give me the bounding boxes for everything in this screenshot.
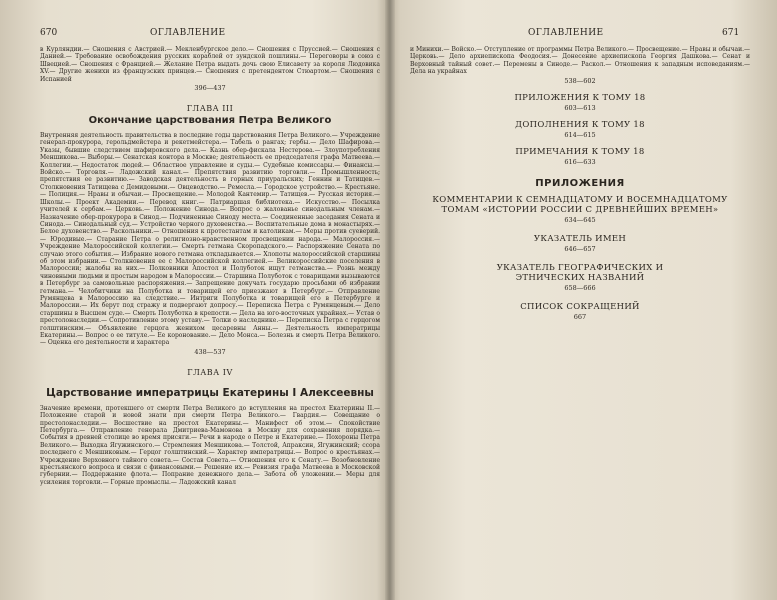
chapter3-title: Окончание царствования Петра Великого: [88, 115, 332, 127]
chapter4-label: ГЛАВА IV: [187, 367, 233, 377]
abbr-label: СПИСОК СОКРАЩЕНИЙ: [520, 301, 640, 312]
geo-label: УКАЗАТЕЛЬ ГЕОГРАФИЧЕСКИХ И ЭТНИЧЕСКИХ НАЗВАНИЙ: [496, 262, 664, 283]
additions-range: 614—615: [564, 130, 596, 139]
left-page: [40, 46, 380, 486]
commentary-range: 634—645: [564, 215, 596, 224]
right-block1-text: и Минихи.— Войско.— Отступление от программы Петра Великого.— Просвещение.— Нравы и обычаи.— Церковь.— Дело архиепископа Феодосия.— Донесение архиепископа Георгия Дашкова.— Сенат и Верховный тайный совет.— Перемены в Синоде.— Раскол.— Отношения к западным исповеданиям.— Дела на украйнах: [410, 46, 750, 76]
chapter3-range: 438—537: [194, 347, 226, 356]
chapter3-label: ГЛАВА III: [186, 104, 234, 114]
appendix-label: ПРИЛОЖЕНИЯ К ТОМУ 18: [514, 92, 646, 103]
right-block1-range: 538—602: [564, 76, 596, 85]
names-range: 646—657: [564, 244, 596, 253]
notes-range: 616—633: [564, 157, 596, 166]
book-gutter: [385, 0, 395, 600]
right-page: [410, 46, 750, 321]
left-page-number: 670: [40, 28, 58, 38]
chapter4-text: Значение времени, протекшего от смерти Петра Великого до вступления на престол Екатерины II.— Положение старой и новой знати при смерти Петра Великого.— Гвардия.— Совещание о престолонаследии.— Восшествие на престол Екатерины.— Манифест об этом.— Спокойствие Петербурга.— Отправление генерала Дмитриева-Мамонова в Москву для сохранения порядка.— События в древней столице во время присяги.— Речи в народе о Петре и Екатерине.— Похороны Петра Великого.— Выходка Ягужинского.— Стремления Меншикова.— Толстой, Апраксин, Ягужинский; ссора последнего с Меншиковым.— Герцог голштинский.— Характер императрицы.— Вопрос о крестьянах.— Учреждение Верховного тайного совета.— Состав Совета.— Отношения его к Сенату.— Возобновление крестьянского вопроса и связи с финансовыми.— Решение их.— Ревизия графа Матвеева в Московской губернии.— Поддержание флота.— Попрание денежного дела.— Забота об уложении.— Меры для усиления торговли.— Горные промыслы.— Ладожский канал: [40, 404, 380, 486]
chapter3-text: Внутренняя деятельность правительства в последние годы царствования Петра Великого.— Учреждение генерал-прокурора, герольдмейстера и рекетмейстера.— Табель о рангах; гербы.— Дело Шафирова.— Указы, бывшие следствием шафировского дела.— Казнь обер-фискала Нестерова.— Злоупотребления Меншикова.— Выборы.— Сенатская контора в Москве; деятельность ее председателя графа Матвеева.— Коллегии.— Недостаток людей.— Областное управление и суды.— Судебные комиссары.— Финансы.— Войско.— Торговля.— Ладожский канал.— Препятствия развитию торговли.— Промышленность; препятствия ее развитию.— Заводская деятельность в горных приуральских; Геннин и Татищев.— Столкновения Татищева с Демидовыми.— Овцеводство.— Ремесла.— Городское устройство.— Крестьяне.— Полиция.— Нравы и обычаи.— Просвещение.— Молодой Кантемир.— Татищев.— Русская история.— Школы.— Проект Академии.— Перевод книг.— Патриаршая библиотека.— Искусство.— Посылка учителей к сербам.— Церковь.— Положение Синода.— Вопрос о жалованье синодальным членам.— Назначение обер-прокурора в Синод.— Подчиненные Синоду места.— Соединенные заседания Сената и Синода.— Синодальный суд.— Устройство черного духовенства.— Воспитательные дома в монастырях.— Белое духовенство.— Раскольники.— Отношения к протестантам и католикам.— Меры против суеверий.— Юродивые.— Старание Петра о религиозно-нравственном просвещении народа.— Малороссия.— Учреждение Малороссийской коллегии.— Смерть гетмана Скоропадского.— Распоряжение Сената по случаю этого события.— Избрание нового гетмана откладывается.— Хлопоты малороссийской старшины об этом избрании.— Столкновения ее с Малороссийской коллегией.— Великороссийские поселения в Малороссии; жалобы на них.— Полковники Апостол и Полуботок ищут гетманства.— Рознь между чиновными людьми и простым народом в Малороссии.— Старшина Полуботок с товарищами вызываются в Петербург за самовольные распоряжения.— Запрещение докучать государю просьбами об избрании гетмана.— Челобитчики на Полуботка и товарищей его приезжают в Петербург.— Отправление Румянцева в Малороссию на следствие.— Интриги Полуботка и товарищей его в Петербурге и Малороссии.— Их берут под стражу и подвергают допросу.— Переписка Петра с Румянцевым.— Дело старшины в Высшем суде.— Смерть Полуботка в крепости.— Дела на юго-восточных украйнах.— Устав о престолонаследии.— Сопротивление этому уставу.— Толки о наследнике.— Переписка Петра с герцогом голштинским.— Объявление герцога женихом цесаревны Анны.— Деятельность императрицы Екатерины.— Вопрос о ее титуле.— Ее коронование.— Дело Монса.— Болезнь и смерть Петра Великого.— Оценка его деятельности и характера: [40, 132, 380, 347]
right-page-number: 671: [722, 28, 740, 38]
right-running-head: ОГЛАВЛЕНИЕ: [528, 28, 604, 38]
appendix-range: 603—613: [564, 103, 596, 112]
notes-label: ПРИМЕЧАНИЯ К ТОМУ 18: [515, 146, 645, 157]
left-running-head: ОГЛАВЛЕНИЕ: [150, 28, 226, 38]
left-block1-range: 396—437: [194, 84, 226, 93]
supplements-title: ПРИЛОЖЕНИЯ: [535, 177, 625, 189]
geo-range: 658—666: [564, 283, 596, 292]
chapter4-title: Царствование императрицы Екатерины I Алексеевны: [46, 386, 374, 399]
commentary-label: КОММЕНТАРИИ К СЕМНАДЦАТОМУ И ВОСЕМНАДЦАТОМУ ТОМАМ «ИСТОРИИ РОССИИ С ДРЕВНЕЙШИХ ВРЕМЕН»: [432, 194, 728, 215]
left-block1-text: в Курляндии.— Сношения с Австрией.— Мекленбургское дело.— Сношения с Пруссией.— Сношения с Данией.— Требование освобождения русских кораблей от зундской пошлины.— Переговоры в союз с Швецией.— Сношения с Францией.— Желание Петра выдать дочь свою Елисавету за короля Людовика XV.— Другие женихи из французских принцев.— Сношения с претендентом Стюартом.— Сношения с Испанией: [40, 46, 380, 83]
abbr-range: 667: [573, 312, 587, 321]
additions-label: ДОПОЛНЕНИЯ К ТОМУ 18: [515, 119, 645, 130]
names-label: УКАЗАТЕЛЬ ИМЕН: [533, 233, 627, 244]
